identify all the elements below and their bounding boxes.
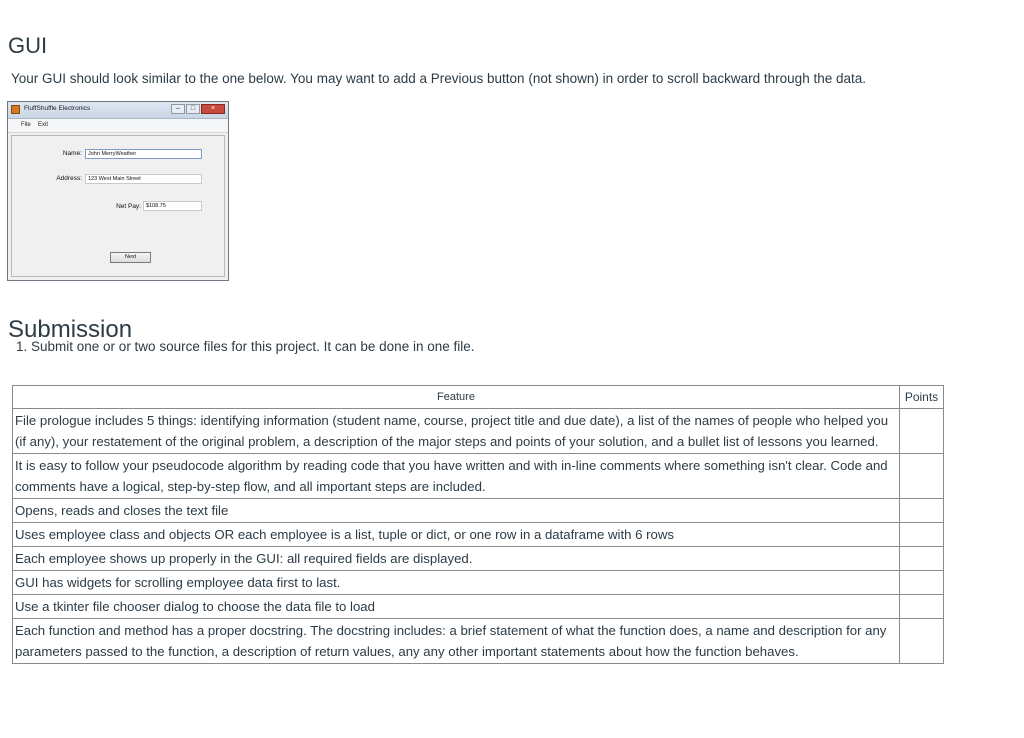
name-label: Name: (62, 150, 82, 157)
points-cell (900, 409, 944, 454)
minimize-icon: – (171, 104, 185, 114)
points-cell (900, 547, 944, 571)
rubric-table (12, 385, 944, 664)
table-row (13, 571, 944, 595)
table-row (13, 523, 944, 547)
close-icon: × (201, 104, 225, 114)
address-label: Address: (56, 175, 82, 182)
table-header-row (13, 386, 944, 409)
window-menu-bar (8, 119, 228, 133)
table-row (13, 619, 944, 664)
feature-header: Feature (13, 386, 900, 409)
feature-cell: GUI has widgets for scrolling employee data first to last. (13, 571, 900, 595)
maximize-icon: □ (186, 104, 200, 114)
feature-cell: Uses employee class and objects OR each employee is a list, tuple or dict, or one row in a dataframe with 6 rows (13, 523, 900, 547)
window-title-bar (8, 102, 228, 119)
gui-heading: GUI (8, 32, 48, 58)
app-icon (11, 105, 20, 114)
menu-exit: Exit (38, 122, 49, 128)
netpay-field: $108.75 (143, 201, 202, 211)
points-header: Points (900, 386, 944, 409)
points-cell (900, 454, 944, 499)
window-body (11, 135, 225, 277)
points-cell (900, 595, 944, 619)
feature-cell: Each function and method has a proper docstring. The docstring includes: a brief statement of what the function does, a name and description for any parameters passed to the function, a description of return values, any any other important statements about how the function behaves. (13, 619, 900, 664)
submission-heading: Submission (8, 315, 133, 343)
feature-cell: Opens, reads and closes the text file (13, 499, 900, 523)
table-row (13, 499, 944, 523)
submission-instruction: 1. Submit one or or two source files for this project. It can be done in one file. (16, 339, 475, 354)
address-field: 123 West Main Street (85, 174, 202, 184)
menu-file: File (21, 122, 31, 128)
points-cell (900, 499, 944, 523)
feature-cell: Each employee shows up properly in the GUI: all required fields are displayed. (13, 547, 900, 571)
netpay-label: Net Pay: (116, 203, 141, 210)
gui-example-window (7, 101, 229, 281)
points-cell (900, 619, 944, 664)
next-button: Next (110, 252, 151, 263)
window-title: FluffShuffle Electronics (24, 105, 91, 112)
points-cell (900, 571, 944, 595)
table-row (13, 547, 944, 571)
feature-cell: Use a tkinter file chooser dialog to choose the data file to load (13, 595, 900, 619)
points-cell (900, 523, 944, 547)
window-controls (171, 104, 225, 114)
table-row (13, 454, 944, 499)
name-field: John MerryWeather (85, 149, 202, 159)
table-row (13, 409, 944, 454)
feature-cell: It is easy to follow your pseudocode algorithm by reading code that you have written and with in-line comments where something isn't clear. Code and comments have a logical, step-by-step flow, and all important steps are included. (13, 454, 900, 499)
intro-text: Your GUI should look similar to the one below. You may want to add a Previous button (not shown) in order to scroll backward through the data. (11, 71, 866, 86)
table-row (13, 595, 944, 619)
feature-cell: File prologue includes 5 things: identifying information (student name, course, project title and due date), a list of the names of people who helped you (if any), your restatement of the original problem, a description of the major steps and points of your solution, and a bullet list of lessons you learned. (13, 409, 900, 454)
